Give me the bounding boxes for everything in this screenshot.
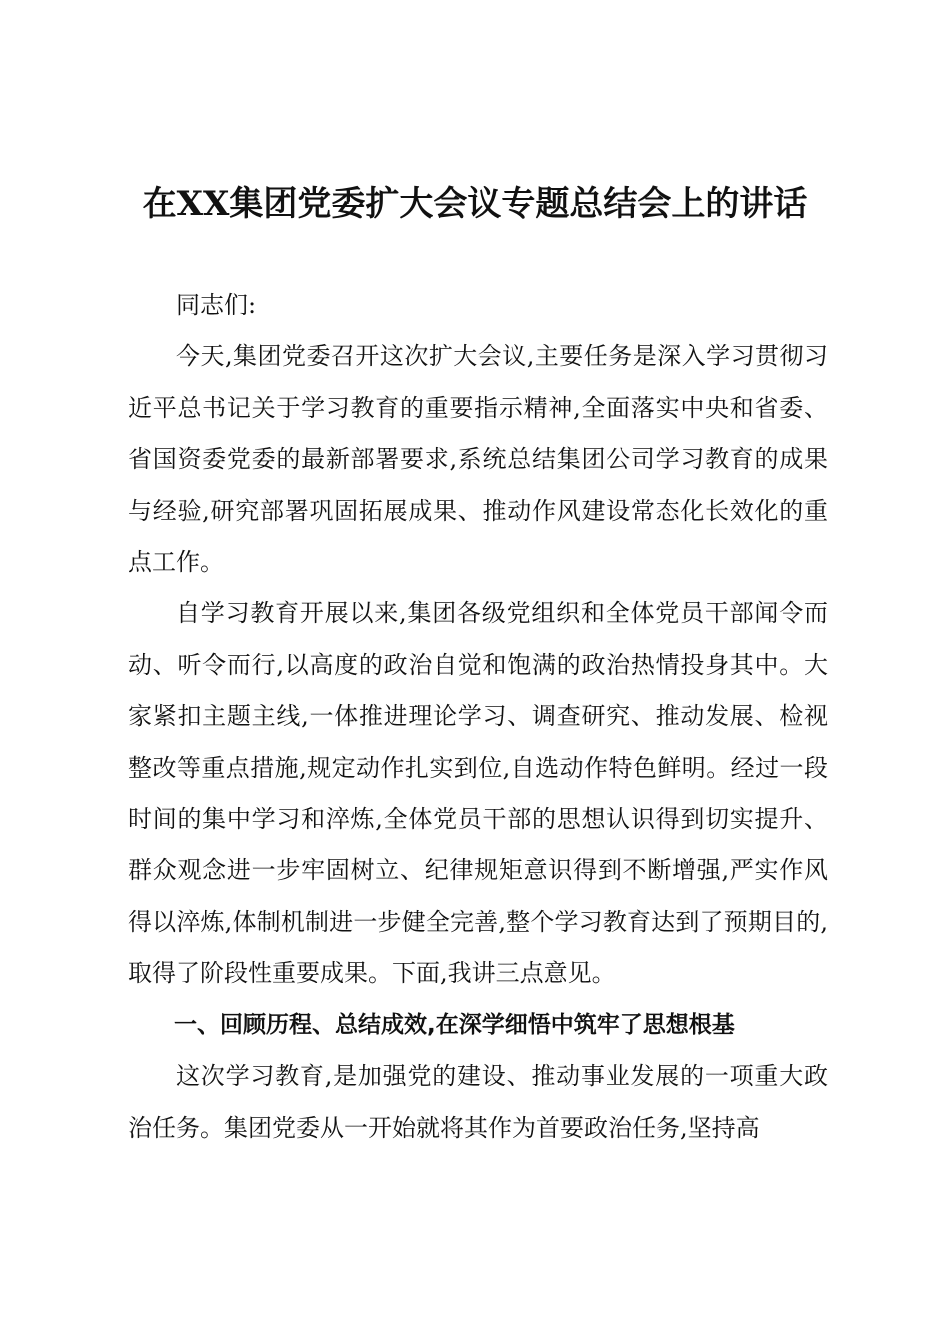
salutation: 同志们: [176, 291, 257, 319]
document-title: 在XX集团党委扩大会议专题总结会上的讲话 [142, 184, 808, 224]
paragraph-opening: 今天,集团党委召开这次扩大会议,主要任务是深入学习贯彻习近平总书记关于学习教育的重要指示精神,全面落实中央和省委、省国资委党委的最新部署要求,系统总结集团公司学习教育的成果与经验,研究部署巩固拓展成果、推动作风建设常态化长效化的重点工作。 [128, 342, 828, 577]
section-heading-1: 一、回顾历程、总结成效,在深学细悟中筑牢了思想根基 [174, 1011, 735, 1038]
paragraph-section-1: 这次学习教育,是加强党的建设、推动事业发展的一项重大政治任务。集团党委从一开始就将其作为首要政治任务,坚持高 [128, 1062, 828, 1142]
document-body [128, 280, 828, 1154]
paragraph-achievements: 自学习教育开展以来,集团各级党组织和全体党员干部闻令而动、听令而行,以高度的政治自觉和饱满的政治热情投身其中。大家紧扣主题主线,一体推进理论学习、调查研究、推动发展、检视整改等重点措施,规定动作扎实到位,自选动作特色鲜明。经过一段时间的集中学习和淬炼,全体党员干部的思想认识得到切实提升、群众观念进一步牢固树立、纪律规矩意识得到不断增强,严实作风得以淬炼,体制机制进一步健全完善,整个学习教育达到了预期目的,取得了阶段性重要成果。下面,我讲三点意见。 [128, 599, 828, 988]
